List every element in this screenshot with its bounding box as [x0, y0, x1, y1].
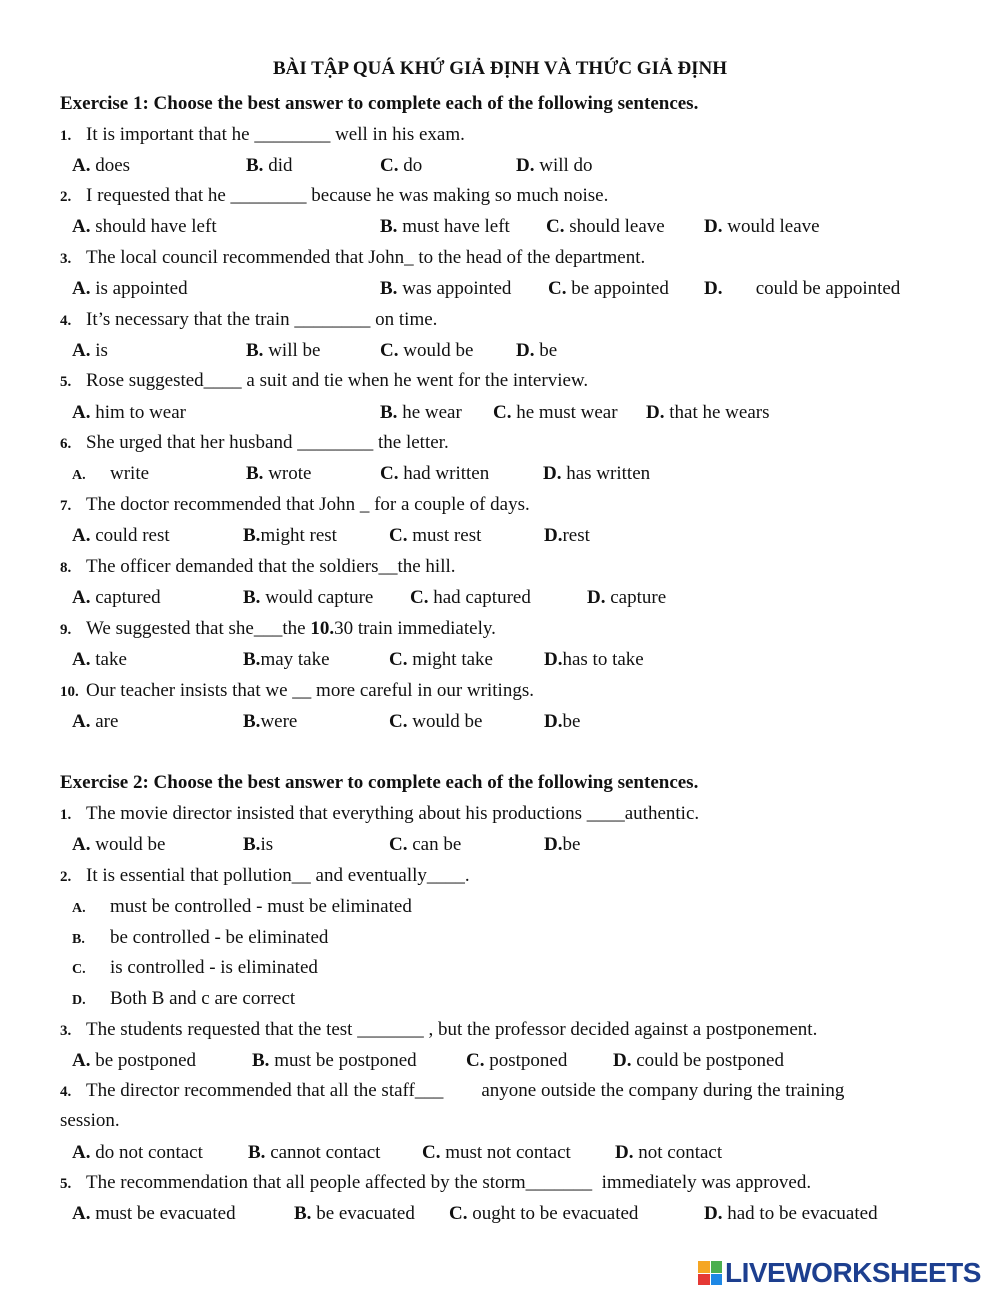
option-d[interactable]: D. capture [587, 587, 667, 608]
option-c[interactable]: C. can be [389, 834, 462, 855]
option-a[interactable]: A. is [72, 340, 108, 361]
option-c[interactable]: C. had captured [410, 587, 531, 608]
question-9: 9. We suggested that she___the 10.30 train immediately. [60, 618, 496, 639]
option-b[interactable]: B. would capture [243, 587, 374, 608]
option-d[interactable]: D. would leave [704, 216, 820, 237]
option-a[interactable]: A. write [72, 463, 150, 484]
option-a[interactable]: A. must be controlled - must be eliminated [72, 896, 412, 917]
question-4: 4. The director recommended that all the staff___ anyone outside the company during the training [60, 1080, 845, 1101]
option-b[interactable]: B.is [243, 834, 274, 855]
option-d[interactable]: D. that he wears [646, 402, 770, 423]
option-a[interactable]: A. would be [72, 834, 166, 855]
option-d[interactable]: D.be [544, 834, 581, 855]
question-5: 5. Rose suggested____ a suit and tie when he went for the interview. [60, 370, 589, 391]
exercise1-heading: Exercise 1: Choose the best answer to complete each of the following sentences. [60, 93, 699, 114]
question-2: 2. It is essential that pollution__ and eventually____. [60, 865, 470, 886]
question-8: 8. The officer demanded that the soldiers__the hill. [60, 556, 456, 577]
option-d[interactable]: D. has written [543, 463, 651, 484]
option-d[interactable]: D. had to be evacuated [704, 1203, 878, 1224]
option-d[interactable]: D. not contact [615, 1142, 723, 1163]
question-1: 1. It is important that he ________ well in his exam. [60, 124, 465, 145]
question-5: 5. The recommendation that all people affected by the storm_______ immediately was approved. [60, 1172, 812, 1193]
option-a[interactable]: A. should have left [72, 216, 217, 237]
exercise2-heading: Exercise 2: Choose the best answer to complete each of the following sentences. [60, 772, 699, 793]
question-4-continuation: session. [60, 1110, 120, 1131]
option-d[interactable]: D.has to take [544, 649, 644, 670]
option-b[interactable]: B.were [243, 711, 298, 732]
option-c[interactable]: C. he must wear [493, 402, 618, 423]
option-c[interactable]: C. be appointed [548, 278, 669, 299]
option-a[interactable]: A. do not contact [72, 1142, 203, 1163]
question-4: 4. It’s necessary that the train ________ on time. [60, 309, 438, 330]
option-a[interactable]: A. are [72, 711, 119, 732]
option-d[interactable]: D. could be appointed [704, 278, 901, 299]
option-d[interactable]: D.be [544, 711, 581, 732]
option-c[interactable]: C. might take [389, 649, 493, 670]
option-b[interactable]: B. he wear [380, 402, 462, 423]
option-c[interactable]: C. would be [389, 711, 483, 732]
question-1: 1. The movie director insisted that everything about his productions ____authentic. [60, 803, 700, 824]
option-b[interactable]: B. be evacuated [294, 1203, 415, 1224]
logo-blocks-icon [698, 1261, 722, 1285]
question-7: 7. The doctor recommended that John _ for a couple of days. [60, 494, 530, 515]
option-c[interactable]: C. must not contact [422, 1142, 571, 1163]
option-b[interactable]: B. must be postponed [252, 1050, 417, 1071]
logo-text: LIVEWORKSHEETS [725, 1257, 981, 1288]
option-c[interactable]: C. ought to be evacuated [449, 1203, 639, 1224]
option-a[interactable]: A. must be evacuated [72, 1203, 236, 1224]
question-2: 2. I requested that he ________ because he was making so much noise. [60, 185, 609, 206]
option-a[interactable]: A. captured [72, 587, 161, 608]
option-b[interactable]: B. was appointed [380, 278, 512, 299]
option-a[interactable]: A. could rest [72, 525, 170, 546]
option-c[interactable]: C. had written [380, 463, 490, 484]
option-a[interactable]: A. does [72, 155, 131, 176]
option-b[interactable]: B.might rest [243, 525, 337, 546]
option-c[interactable]: C. would be [380, 340, 474, 361]
option-b[interactable]: B. cannot contact [248, 1142, 381, 1163]
question-6: 6. She urged that her husband ________ the letter. [60, 432, 449, 453]
option-b[interactable]: B. wrote [246, 463, 312, 484]
question-3: 3. The students requested that the test _______ , but the professor decided against a postponement. [60, 1019, 818, 1040]
option-c[interactable]: C. should leave [546, 216, 665, 237]
page-title: BÀI TẬP QUÁ KHỨ GIẢ ĐỊNH VÀ THỨC GIẢ ĐỊNH [272, 58, 728, 79]
option-d[interactable]: D. Both B and c are correct [72, 988, 296, 1009]
option-b[interactable]: B. did [246, 155, 293, 176]
option-a[interactable]: A. is appointed [72, 278, 188, 299]
option-c[interactable]: C. must rest [389, 525, 482, 546]
option-d[interactable]: D.rest [544, 525, 590, 546]
option-b[interactable]: B. will be [246, 340, 321, 361]
option-d[interactable]: D. will do [516, 155, 593, 176]
question-3: 3. The local council recommended that John_ to the head of the department. [60, 247, 646, 268]
question-10: 10. Our teacher insists that we __ more careful in our writings. [60, 680, 534, 701]
option-d[interactable]: D. could be postponed [613, 1050, 784, 1071]
option-d[interactable]: D. be [516, 340, 558, 361]
option-a[interactable]: A. be postponed [72, 1050, 197, 1071]
option-b[interactable]: B. be controlled - be eliminated [72, 927, 329, 948]
option-c[interactable]: C. do [380, 155, 423, 176]
option-b[interactable]: B.may take [243, 649, 330, 670]
liveworksheets-logo[interactable] [698, 1257, 981, 1289]
option-c[interactable]: C. is controlled - is eliminated [72, 957, 318, 978]
option-c[interactable]: C. postponed [466, 1050, 568, 1071]
option-b[interactable]: B. must have left [380, 216, 510, 237]
option-a[interactable]: A. him to wear [72, 402, 186, 423]
option-a[interactable]: A. take [72, 649, 127, 670]
